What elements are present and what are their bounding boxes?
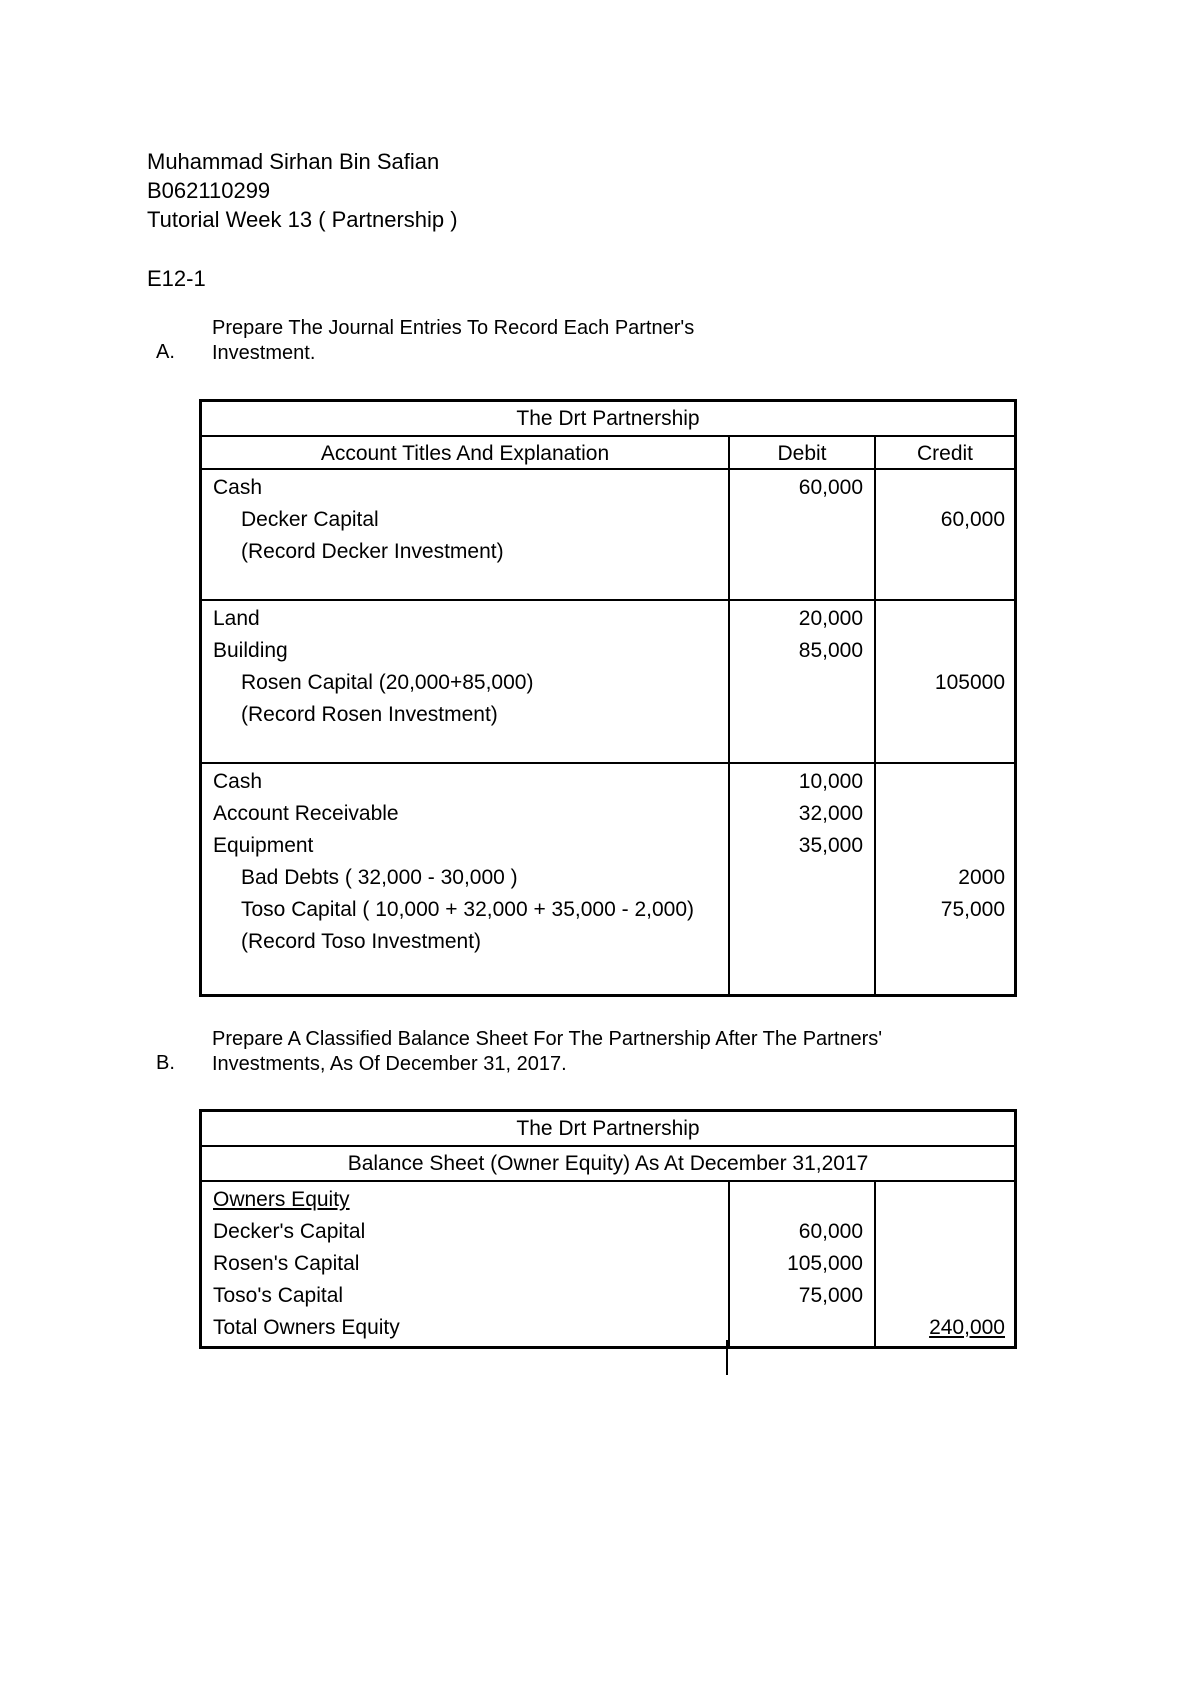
journal-table	[199, 399, 1017, 997]
credit-value: 2000	[958, 866, 1005, 889]
debit-value: 32,000	[798, 802, 863, 825]
credit-value: 60,000	[940, 508, 1005, 531]
balance-row-label: Rosen's Capital	[213, 1252, 360, 1275]
part-b-question-line1: Prepare A Classified Balance Sheet For The Partnership After The Partners'	[212, 1028, 883, 1050]
balance-sheet-table	[199, 1109, 1017, 1349]
student-id: B062110299	[147, 178, 271, 203]
debit-value: 35,000	[798, 834, 863, 857]
balance-row-label: Decker's Capital	[213, 1220, 366, 1243]
balance-sheet-subtitle: Balance Sheet (Owner Equity) As At December 31,2017	[202, 1147, 1014, 1182]
account-line: Building	[213, 639, 288, 662]
balance-row-amount: 75,000	[798, 1284, 863, 1307]
col-debit-header: Debit	[728, 437, 874, 468]
journal-entry	[202, 601, 1014, 764]
journal-entry	[202, 470, 1014, 601]
account-line: Decker Capital	[241, 508, 379, 531]
part-a-letter: A.	[156, 341, 175, 363]
balance-row-label: Total Owners Equity	[213, 1316, 400, 1339]
part-a-question-line2: Investment.	[212, 342, 316, 364]
balance-sheet-body	[202, 1182, 1014, 1346]
balance-row-label: Toso's Capital	[213, 1284, 344, 1307]
account-line: Bad Debts ( 32,000 - 30,000 )	[241, 866, 518, 889]
part-a-question-line1: Prepare The Journal Entries To Record Each Partner's	[212, 317, 695, 339]
student-name: Muhammad Sirhan Bin Safian	[147, 149, 440, 174]
journal-title: The Drt Partnership	[202, 402, 1014, 437]
account-line: Equipment	[213, 834, 314, 857]
part-b-question-line2: Investments, As Of December 31, 2017.	[212, 1053, 567, 1075]
col-account-header: Account Titles And Explanation	[320, 442, 610, 465]
exercise-number: E12-1	[147, 266, 206, 291]
explanation-line: (Record Decker Investment)	[241, 540, 504, 563]
col-credit-header: Credit	[874, 437, 1014, 468]
part-b-letter: B.	[156, 1052, 175, 1074]
account-line: Toso Capital ( 10,000 + 32,000 + 35,000 - 2,000)	[241, 898, 694, 921]
balance-row-amount: 60,000	[798, 1220, 863, 1243]
balance-row-amount: 105,000	[787, 1252, 863, 1275]
journal-entry	[202, 764, 1014, 994]
part-a-question	[212, 316, 1012, 366]
owners-equity-heading: Owners Equity	[213, 1188, 350, 1211]
account-line: Rosen Capital (20,000+85,000)	[241, 671, 534, 694]
debit-value: 20,000	[798, 607, 863, 630]
account-line: Land	[213, 607, 260, 630]
part-b-question	[212, 1027, 1012, 1077]
explanation-line: (Record Rosen Investment)	[241, 703, 498, 726]
debit-value: 10,000	[798, 770, 863, 793]
tutorial-title: Tutorial Week 13 ( Partnership )	[147, 207, 458, 232]
account-line: Cash	[213, 476, 263, 499]
divider-line	[726, 1340, 728, 1375]
debit-value: 85,000	[798, 639, 863, 662]
journal-header-row	[202, 437, 1014, 470]
debit-value: 60,000	[798, 476, 863, 499]
explanation-line: (Record Toso Investment)	[241, 930, 482, 953]
account-line: Cash	[213, 770, 263, 793]
total-owners-equity-value: 240,000	[929, 1316, 1005, 1339]
credit-value: 105000	[934, 671, 1005, 694]
balance-sheet-title: The Drt Partnership	[202, 1112, 1014, 1147]
credit-value: 75,000	[940, 898, 1005, 921]
account-line: Account Receivable	[213, 802, 399, 825]
